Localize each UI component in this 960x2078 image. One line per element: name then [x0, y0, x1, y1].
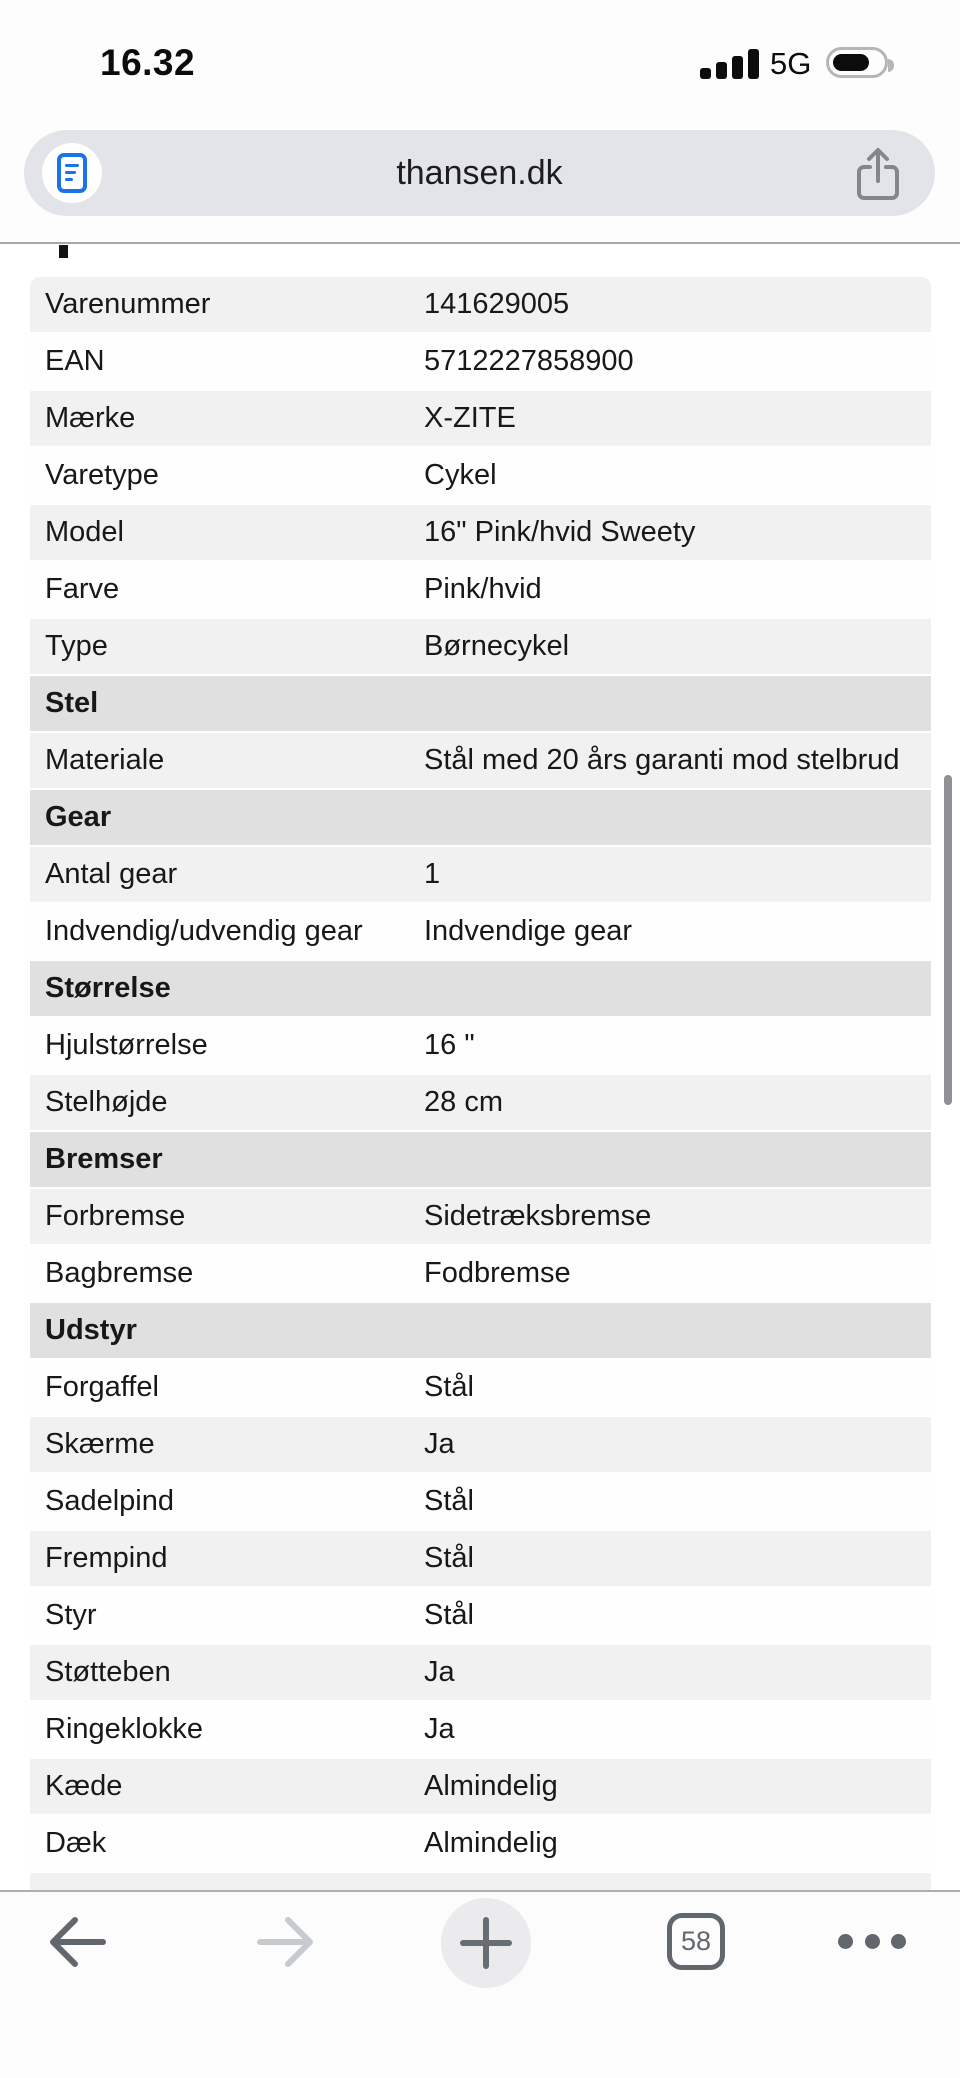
spec-value — [424, 1770, 931, 1803]
spec-value: 16 " — [424, 1029, 475, 1061]
spec-row — [30, 1588, 931, 1645]
spec-label: Hjulstørrelse — [45, 1029, 208, 1061]
spec-value: Stål med 20 års garanti mod stelbrud — [424, 744, 900, 776]
spec-value: 16" Pink/hvid Sweety — [424, 516, 696, 548]
status-bar — [0, 0, 960, 125]
spec-row — [30, 1531, 931, 1588]
spec-row — [30, 1759, 931, 1816]
section-header-label: Størrelse — [45, 972, 171, 1004]
spec-label: Varenummer — [45, 288, 211, 320]
spec-value: Cykel — [424, 459, 497, 491]
spec-value: Stål — [424, 1371, 474, 1403]
spec-row — [30, 1246, 931, 1303]
spec-label: Farve — [45, 573, 120, 605]
chrome-content-divider — [0, 242, 960, 244]
spec-label: Materiale — [45, 744, 165, 776]
section-header-row — [30, 790, 931, 847]
status-time: 16.32 — [100, 42, 196, 83]
spec-row — [30, 619, 931, 676]
spec-row — [30, 391, 931, 448]
spec-row — [30, 733, 931, 790]
section-header-label: Gear — [45, 801, 112, 833]
spec-row — [30, 1702, 931, 1759]
spec-value-link[interactable]: Almindelig — [424, 1770, 558, 1803]
spec-value: Stål — [424, 1599, 474, 1631]
spec-row — [30, 847, 931, 904]
arrow-right-icon — [254, 1913, 316, 1971]
spec-label: Type — [45, 630, 108, 662]
back-button[interactable] — [43, 1892, 113, 1992]
network-type-label: 5G — [770, 46, 812, 81]
spec-value: Ja — [424, 1428, 455, 1460]
spec-row — [30, 1645, 931, 1702]
battery-icon — [826, 47, 888, 78]
spec-label: Skærme — [45, 1428, 155, 1460]
spec-value: Fodbremse — [424, 1257, 571, 1289]
spec-label: Model — [45, 516, 124, 548]
spec-label — [30, 1827, 424, 1860]
spec-label: EAN — [45, 345, 105, 377]
spec-row — [30, 904, 931, 961]
spec-value: Indvendige gear — [424, 915, 632, 947]
cellular-signal-icon — [700, 48, 762, 80]
spec-label: Ringeklokke — [45, 1713, 203, 1745]
partial-cutoff-row — [30, 1873, 931, 1890]
spec-label: Antal gear — [45, 858, 178, 890]
section-header-row — [30, 1303, 931, 1360]
browser-toolbar — [0, 1890, 960, 2078]
spec-row — [30, 1816, 931, 1873]
spec-value: Sidetræksbremse — [424, 1200, 652, 1232]
share-button[interactable] — [855, 145, 905, 205]
spec-label: Bagbremse — [45, 1257, 194, 1289]
spec-value: X-ZITE — [424, 402, 516, 434]
tabs-button[interactable] — [667, 1913, 725, 1970]
spec-value: Pink/hvid — [424, 573, 542, 605]
spec-value: 1 — [424, 858, 441, 890]
ellipsis-icon — [838, 1934, 853, 1949]
spec-row — [30, 1360, 931, 1417]
spec-label-link[interactable]: Dæk — [45, 1827, 106, 1860]
spec-row — [30, 1474, 931, 1531]
spec-label: Støtteben — [45, 1656, 171, 1688]
spec-row — [30, 277, 931, 334]
tab-count-badge: 58 — [680, 1926, 712, 1956]
spec-row — [30, 1417, 931, 1474]
spec-row — [30, 1018, 931, 1075]
spec-row — [30, 334, 931, 391]
spec-label: Forbremse — [45, 1200, 186, 1232]
spec-label: Frempind — [45, 1542, 168, 1574]
spec-label: Stelhøjde — [45, 1086, 168, 1118]
section-header-label: Stel — [45, 687, 99, 719]
spec-value: Stål — [424, 1485, 474, 1517]
spec-row — [30, 1075, 931, 1132]
spec-row — [30, 505, 931, 562]
spec-row — [30, 562, 931, 619]
page-scrollbar[interactable] — [944, 775, 952, 1105]
spec-value: Børnecykel — [424, 630, 570, 662]
section-header-row — [30, 961, 931, 1018]
section-header-label: Bremser — [45, 1143, 163, 1175]
share-arrow-up-icon — [855, 145, 905, 205]
new-tab-button[interactable] — [441, 1898, 531, 1988]
arrow-left-icon — [47, 1913, 109, 1971]
address-bar[interactable] — [24, 130, 935, 216]
spec-label: Varetype — [45, 459, 159, 491]
spec-row — [30, 1189, 931, 1246]
section-header-row — [30, 1132, 931, 1189]
spec-value: 141629005 — [424, 288, 570, 320]
spec-label: Sadelpind — [45, 1485, 174, 1517]
spec-value: Ja — [424, 1656, 455, 1688]
more-options-button[interactable] — [838, 1934, 906, 1950]
spec-label: Kæde — [45, 1770, 123, 1802]
plus-icon — [460, 1917, 512, 1969]
spec-value: 5712227858900 — [424, 345, 634, 377]
forward-button[interactable] — [250, 1892, 320, 1992]
spec-row — [30, 448, 931, 505]
spec-label: Indvendig/udvendig gear — [45, 915, 363, 947]
spec-table — [30, 277, 931, 1890]
url-text[interactable]: thansen.dk — [396, 153, 563, 192]
spec-value: 28 cm — [424, 1086, 503, 1118]
spec-value: Stål — [424, 1542, 474, 1574]
spec-value: Ja — [424, 1713, 455, 1745]
spec-label: Forgaffel — [45, 1371, 159, 1403]
browser-chrome-top — [0, 125, 960, 242]
section-header-label: Udstyr — [45, 1314, 137, 1346]
spec-value — [424, 1827, 931, 1860]
spec-value-link[interactable]: Almindelig — [424, 1827, 558, 1860]
section-header-row — [30, 676, 931, 733]
cutoff-heading-fragment — [59, 245, 68, 258]
spec-label: Mærke — [45, 402, 136, 434]
spec-label: Styr — [45, 1599, 97, 1631]
